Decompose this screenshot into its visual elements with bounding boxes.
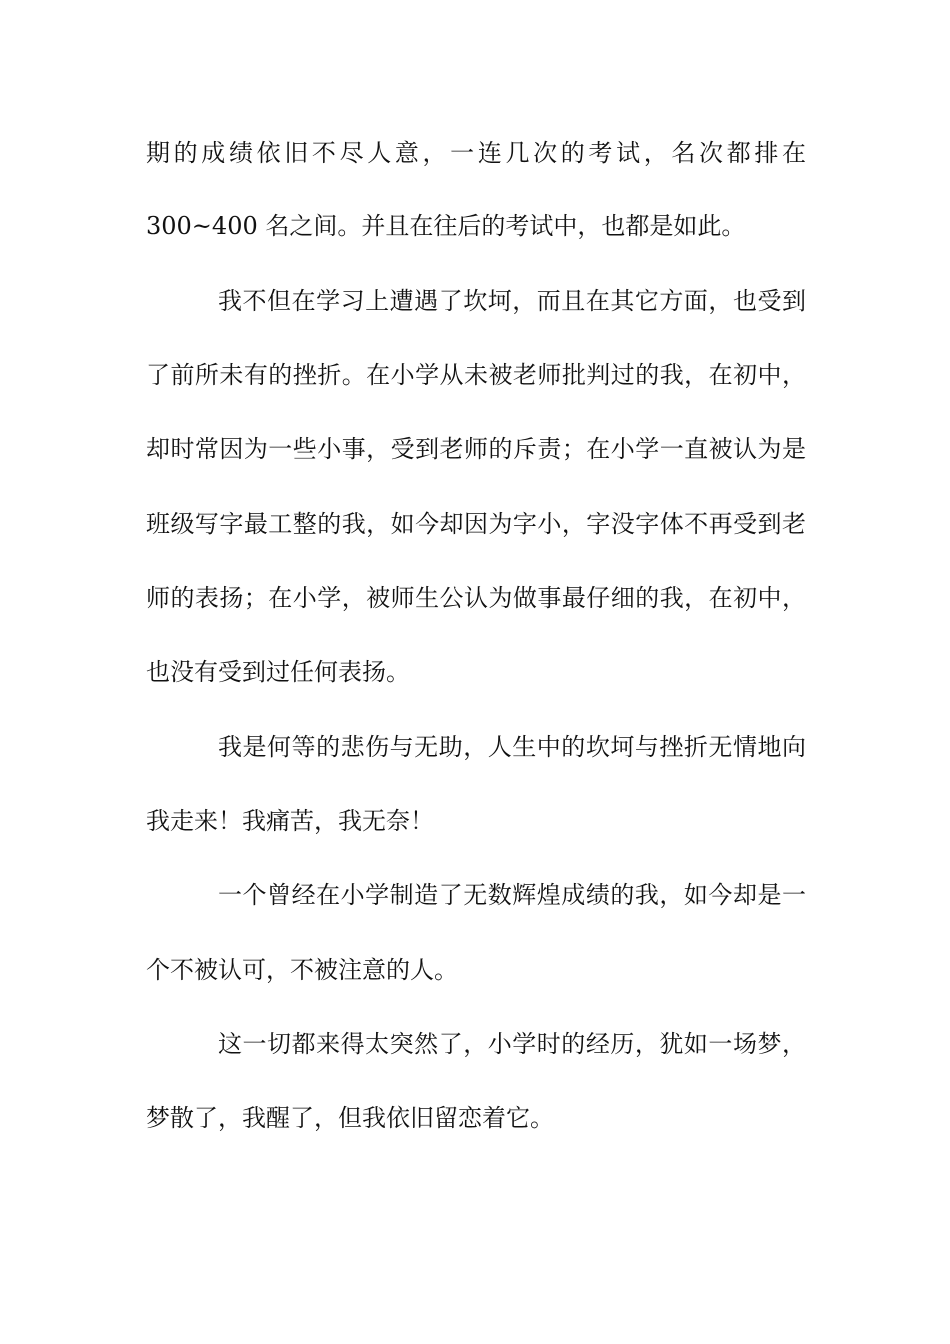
text-line: 300~400 名之间。并且在往后的考试中，也都是如此。 [146,212,746,240]
text-line: 也没有受到过任何表扬。 [146,658,410,686]
text-line: 个不被认可，不被注意的人。 [146,956,458,984]
text-line: 却时常因为一些小事，受到老师的斥责；在小学一直被认为是 [146,435,806,463]
text-line: 师的表扬；在小学，被师生公认为做事最仔细的我，在初中， [146,584,806,612]
text-line: 梦散了，我醒了，但我依旧留恋着它。 [146,1104,554,1132]
text-line: 我走来！我痛苦，我无奈！ [146,807,434,835]
paragraph-first-line: 我是何等的悲伤与无助，人生中的坎坷与挫折无情地向 [218,733,806,761]
paragraph-first-line: 我不但在学习上遭遇了坎坷，而且在其它方面，也受到 [218,287,806,315]
text-line: 期的成绩依旧不尽人意，一连几次的考试，名次都排在 [146,139,806,167]
paragraph-first-line: 一个曾经在小学制造了无数辉煌成绩的我，如今却是一 [218,881,806,909]
text-line: 了前所未有的挫折。在小学从未被老师批判过的我，在初中， [146,361,806,389]
text-line: 班级写字最工整的我，如今却因为字小，字没字体不再受到老 [146,510,806,538]
paragraph-first-line: 这一切都来得太突然了，小学时的经历，犹如一场梦， [218,1030,806,1058]
